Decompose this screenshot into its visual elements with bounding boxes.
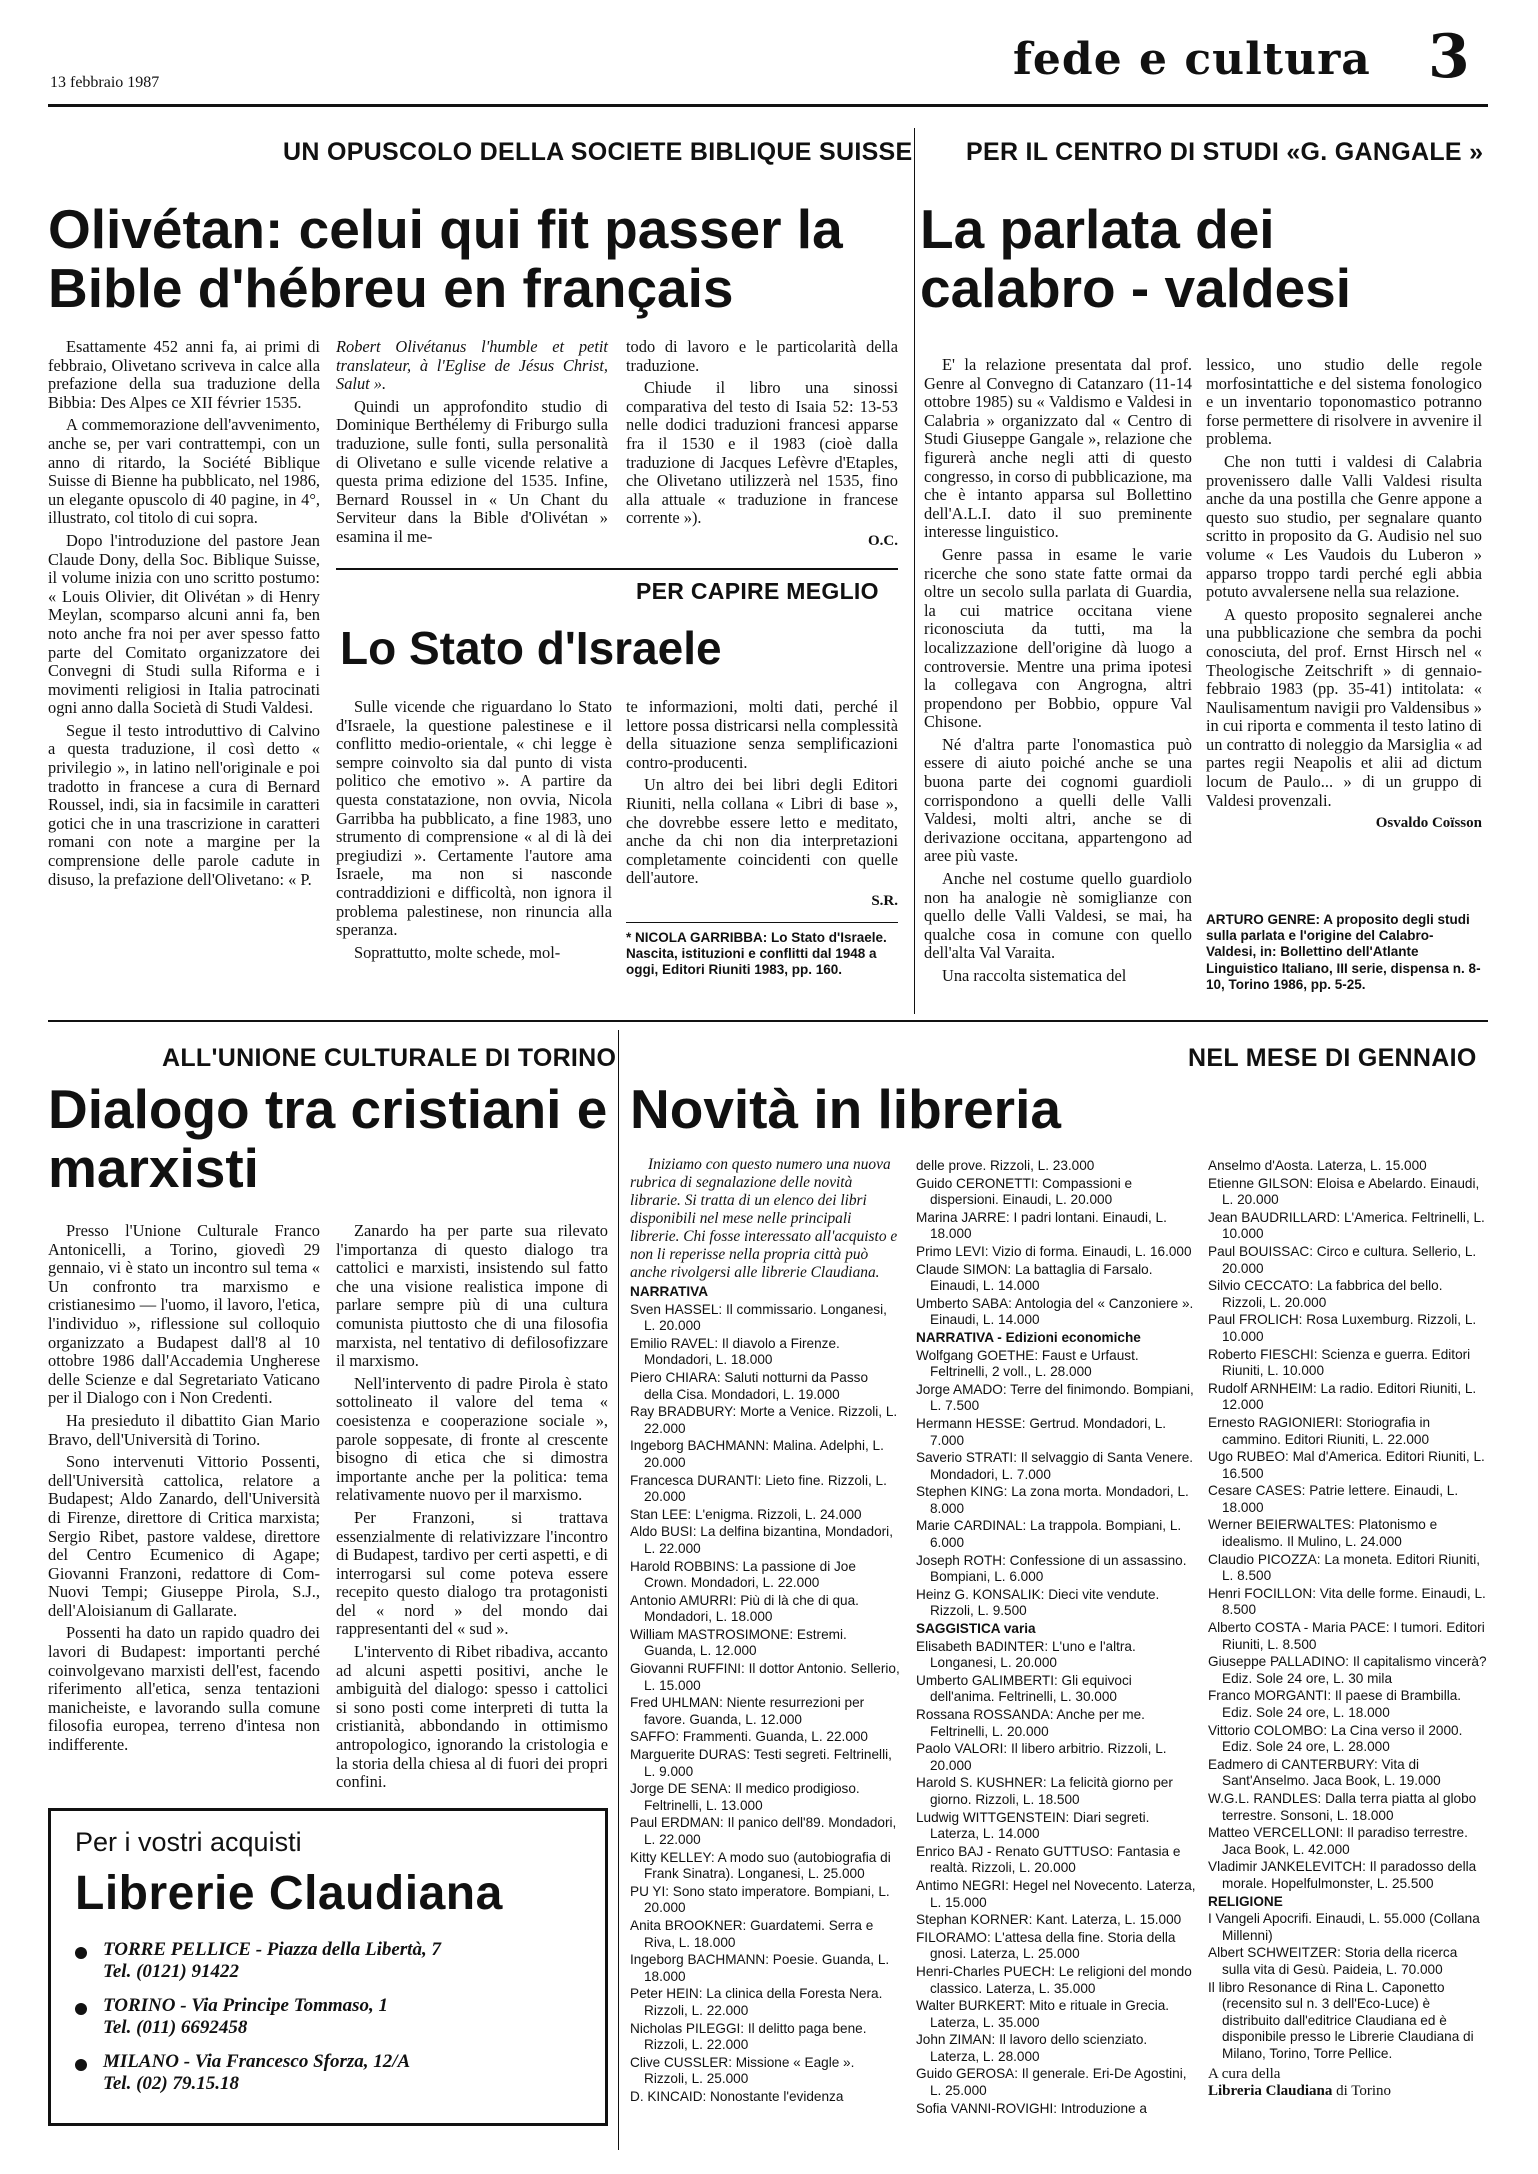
- israele-kicker: PER CAPIRE MEGLIO: [636, 578, 879, 604]
- bullet-icon: [75, 1947, 87, 1959]
- book-entry: Anselmo d'Aosta. Laterza, L. 15.000: [1208, 1158, 1427, 1173]
- ad-store: [75, 1995, 581, 2039]
- paragraph: Dopo l'introduzione del pastore Jean Claude Dony, della Soc. Biblique Suisse, il volume inizia con uno scritto postumo: « Louis Olivier, dit Olivétan » di Henry Meylan, scomparso alcuni anni fa, ben noto anche fra noi per aver spesso fatto parte del Comitato organizzatore dei Convegni di Studi sulla Riforma e i movimenti religiosi in Italia patrocinati ogni anno dalla Società di Studi Valdesi.: [48, 530, 320, 718]
- credit-suffix: di Torino: [1336, 2083, 1392, 2100]
- book-entry: Marina JARRE: I padri lontani. Einaudi, L. 18.000: [916, 1209, 1167, 1242]
- book-entry: Ray BRADBURY: Morte a Venice. Rizzoli, L. 22.000: [630, 1404, 898, 1436]
- book-entry: I Vangeli Apocrifi. Einaudi, L. 55.000 (Collana Millenni): [1208, 1911, 1480, 1943]
- israele-title: Lo Stato d'Israele: [340, 622, 722, 674]
- dialogo-title: Dialogo tra cristiani e marxisti: [48, 1078, 608, 1200]
- book-entry: Primo LEVI: Vizio di forma. Einaudi, L. 16.000: [916, 1243, 1192, 1259]
- book-entry: Walter BURKERT: Mito e rituale in Grecia. Laterza, L. 35.000: [916, 1998, 1170, 2030]
- masthead-rule: [48, 104, 1488, 107]
- book-entry: Peter HEIN: La clinica della Foresta Nera. Rizzoli, L. 22.000: [630, 1986, 883, 2018]
- bullet-icon: [75, 2003, 87, 2015]
- paragraph: Robert Olivétanus l'humble et petit translateur, à l'Eglise de Jésus Christ, Salut ».: [336, 337, 608, 394]
- book-entry: Marie CARDINAL: La trappola. Bompiani, L. 6.000: [916, 1518, 1182, 1551]
- book-entry: Umberto GALIMBERTI: Gli equivoci dell'anima. Feltrinelli, L. 30.000: [916, 1672, 1132, 1705]
- israele-top-rule: [336, 568, 898, 570]
- book-entry: Albert SCHWEITZER: Storia della ricerca sulla vita di Gesù. Paideia, L. 70.000: [1208, 1945, 1458, 1977]
- book-entry: Eadmero di CANTERBURY: Vita di Sant'Anselmo. Jaca Book, L. 19.000: [1208, 1756, 1441, 1789]
- paragraph: Anche nel costume quello guardiolo non ha analogie nè somiglianze con quello delle Valli Valdesi, se mai, ha qualche cosa in comune con quello dell'alta Val Varaita.: [924, 869, 1192, 963]
- paragraph: Una raccolta sistematica del: [942, 966, 1127, 985]
- paragraph: Presso l'Unione Culturale Franco Antonicelli, a Torino, giovedì 29 gennaio, vi è stato un incontro sul tema « Un confronto tra marxismo e cristianesimo — l'uomo, il lavoro, l'etica, l'individuo », riflessione sul colloquio organizzato a Budapest dall'8 al 10 ottobre 1986 dall'Accademia Ungherese delle Scienze e dal Segretariato Vaticano per il Dialogo con i Non Credenti.: [48, 1221, 320, 1408]
- olivetan-col-2: [336, 338, 608, 551]
- book-entry: Sven HASSEL: Il commissario. Longanesi, L. 20.000: [630, 1301, 887, 1334]
- ad-store: [75, 1939, 581, 1983]
- paragraph: Nell'intervento di padre Pirola è stato sottolineato il valore del tema « coesistenza e cooperazione sociale », parole soppesate, di fronte al crescente bisogno di etica che si dimostra importante anche per la politica: tema relativamente nuovo per il marxismo.: [336, 1373, 608, 1505]
- israele-footnote: * NICOLA GARRIBBA: Lo Stato d'Israele. Nascita, istituzioni e conflitti dal 1948 a oggi, Editori Riuniti 1983, pp. 160.: [626, 930, 887, 978]
- calabro-signature: Osvaldo Coïsson: [1375, 815, 1482, 832]
- book-entry: Rudolf ARNHEIM: La radio. Editori Riuniti, L. 12.000: [1208, 1380, 1477, 1413]
- book-list: [630, 1284, 900, 2106]
- book-entry: Nicholas PILEGGI: Il delitto paga bene. Rizzoli, L. 22.000: [630, 2020, 867, 2053]
- book-entry: Claudio PICOZZA: La moneta. Editori Riuniti, L. 8.500: [1208, 1551, 1480, 1584]
- store-phone: Tel. (02) 79.15.18: [103, 2073, 239, 2094]
- paragraph: A questo proposito segnalerei anche una pubblicazione che sembra da pochi conosciuta, del prof. Ernst Hirsch nel « Theologische Zeitschrift » di gennaio-febbraio 1983 (pp. 35-41) intitolata: « Naulisamentum navigii pro Valdensibus » in cui riporta e commenta il testo latino di un contratto di noleggio da Marsiglia « ad partes regii Neapolis et alii ad dictum locum de Paulo... » di un gruppo di Valdesi provenzali.: [1206, 604, 1482, 810]
- paragraph: Chiude il libro una sinossi comparativa del testo di Isaia 52: 13-53 nelle dodici traduzioni francesi apparse fra il 1530 e il 1983 (cioè dalla traduzione di Jacques Lefèvre d'Etaples, che Olivetano utilizzerà nel 1535, fino alla attuale « traduzione in francese corrente »).: [626, 378, 898, 528]
- book-entry: Vittorio COLOMBO: La Cina verso il 2000. Ediz. Sole 24 ore, L. 28.000: [1208, 1722, 1463, 1755]
- book-entry: Antimo NEGRI: Hegel nel Novecento. Laterza, L. 15.000: [916, 1877, 1196, 1910]
- paragraph: Quindi un approfondito studio di Dominique Berthélemy di Friburgo sulla traduzione, sulle fonti, sulla personalità di Olivetano e sulle vicende relative a questa prima edizione del 1535. Infine, Bernard Roussel in « Un Chant du Serviteur dans la Bible d'Olivétan » esamina il me-: [336, 396, 608, 546]
- book-entry: Aldo BUSI: La delfina bizantina, Mondadori, L. 22.000: [630, 1524, 893, 1556]
- book-entry: Ernesto RAGIONIERI: Storiografia in cammino. Editori Riuniti, L. 22.000: [1208, 1414, 1431, 1447]
- book-entry: Rossana ROSSANDA: Anche per me. Feltrinelli, L. 20.000: [916, 1707, 1145, 1739]
- bullet-icon: [75, 2059, 87, 2071]
- paragraph: te informazioni, molti dati, perché il lettore possa districarsi nella complessità della situazione senza semplificazioni contro-producenti.: [626, 697, 898, 772]
- dialogo-col-1: [48, 1222, 320, 1759]
- book-entry: Stan LEE: L'enigma. Rizzoli, L. 24.000: [630, 1506, 862, 1522]
- store-phone: Tel. (0121) 91422: [103, 1961, 239, 1982]
- calabro-kicker: PER IL CENTRO DI STUDI «G. GANGALE »: [966, 138, 1484, 166]
- book-entry: Werner BEIERWALTES: Platonismo e idealismo. Il Mulino, L. 24.000: [1208, 1517, 1438, 1550]
- book-entry: Jorge AMADO: Terre del finimondo. Bompiani, L. 7.500: [916, 1381, 1194, 1414]
- credit-name: Libreria Claudiana: [1208, 2083, 1333, 2100]
- book-entry: Giovanni RUFFINI: Il dottor Antonio. Sellerio, L. 15.000: [630, 1661, 900, 1693]
- book-list: [1208, 1158, 1488, 2062]
- book-entry: Silvio CECCATO: La fabbrica del bello. Rizzoli, L. 20.000: [1208, 1278, 1443, 1310]
- paragraph: Un altro dei bei libri degli Editori Riuniti, nella collana « Libri di base », che dovrebbe essere letto e meditato, anche da chi non dia interpretazioni completamente coincidenti con quelle dell'autore.: [626, 775, 898, 888]
- book-entry: John ZIMAN: Il lavoro dello scienziato. Laterza, L. 28.000: [916, 2032, 1148, 2064]
- ad-tagline: Per i vostri acquisti: [75, 1827, 302, 1857]
- olivetan-kicker: UN OPUSCOLO DELLA SOCIETE BIBLIQUE SUISSE: [283, 138, 913, 166]
- paragraph: Sulle vicende che riguardano lo Stato d'Israele, la questione palestinese e il conflitto medio-orientale, « chi legge è sempre coinvolto sia dal punto di vista politico che emotivo ». A partire da questa constatazione, non ovvia, Nicola Garribba ha pubblicato, a fine 1983, uno strumento di comprensione « al di là dei pregiudizi ». Certamente l'autore ama Israele, ma non si nasconde contraddizioni e difficoltà, non ignora il problema palestinese, non rinuncia alla speranza.: [336, 697, 612, 940]
- book-entry: Paul BOUISSAC: Circo e cultura. Sellerio, L. 20.000: [1208, 1243, 1477, 1276]
- book-entry: Ludwig WITTGENSTEIN: Diari segreti. Laterza, L. 14.000: [916, 1809, 1150, 1842]
- book-entry: Antonio AMURRI: Più di là che di qua. Mondadori, L. 18.000: [630, 1592, 859, 1625]
- israele-col-2: [626, 698, 898, 911]
- book-entry: Saverio STRATI: Il selvaggio di Santa Venere. Mondadori, L. 7.000: [916, 1450, 1194, 1482]
- paragraph: Esattamente 452 anni fa, ai primi di febbraio, Olivetano scriveva in calce alla prefazione della sua traduzione della Bibbia: Des Alpes ce XII février 1535.: [48, 337, 320, 412]
- book-entry: Francesca DURANTI: Lieto fine. Rizzoli, L. 20.000: [630, 1472, 887, 1505]
- book-entry: delle prove. Rizzoli, L. 23.000: [916, 1158, 1095, 1173]
- book-entry: Stephen KING: La zona morta. Mondadori, L. 8.000: [916, 1484, 1189, 1516]
- book-entry: Matteo VERCELLONI: Il paradiso terrestre. Jaca Book, L. 42.000: [1208, 1825, 1468, 1857]
- paragraph: Per Franzoni, si trattava essenzialmente di relativizzare l'incontro di Budapest, tardivo per certi aspetti, e di interrogarsi sul come poteva essere recepito questo dialogo tra protagonisti del « nord » del mondo dai rappresentanti del « sud ».: [336, 1507, 608, 1639]
- column-divider: [618, 1030, 619, 2150]
- book-entry: Hermann HESSE: Gertrud. Mondadori, L. 7.000: [916, 1415, 1167, 1448]
- calabro-col-2: [1206, 356, 1482, 833]
- book-entry: Fred UHLMAN: Niente resurrezioni per favore. Guanda, L. 12.000: [630, 1695, 865, 1727]
- list-section-heading: NARRATIVA - Edizioni economiche: [916, 1329, 1141, 1345]
- ad-brand: Librerie Claudiana: [75, 1867, 503, 1920]
- book-entry: Alberto COSTA - Maria PACE: I tumori. Editori Riuniti, L. 8.500: [1208, 1620, 1485, 1652]
- book-entry: Ingeborg BACHMANN: Malina. Adelphi, L. 20.000: [630, 1438, 884, 1470]
- book-entry: Henri-Charles PUECH: Le religioni del mondo classico. Laterza, L. 35.000: [916, 1963, 1192, 1996]
- book-entry: Wolfgang GOETHE: Faust e Urfaust. Feltrinelli, 2 voll., L. 28.000: [916, 1347, 1139, 1380]
- novita-kicker: NEL MESE DI GENNAIO: [1188, 1044, 1477, 1072]
- book-entry: Etienne GILSON: Eloisa e Abelardo. Einaudi, L. 20.000: [1208, 1175, 1480, 1208]
- paragraph: Zanardo ha per parte sua rilevato l'importanza di questo dialogo tra cattolici e marxisti, insistendo sul fatto che una visione realistica impone di parlare sempre più di una cultura comunista piuttosto che di una filosofia marxista, nel tentativo di defilosofizzare il marxismo.: [336, 1221, 608, 1371]
- calabro-col-1: [924, 356, 1192, 990]
- book-entry: Harold S. KUSHNER: La felicità giorno per giorno. Rizzoli, L. 18.500: [916, 1775, 1173, 1807]
- book-entry: Giuseppe PALLADINO: Il capitalismo vincerà? Ediz. Sole 24 ore, L. 30 mila: [1208, 1654, 1487, 1686]
- novita-list-1: [630, 1156, 900, 2107]
- paragraph: Genre passa in esame le varie ricerche che sono state fatte ormai da oltre un secolo sulla parlata di Guardia, la cui matrice occitana viene riconosciuta da tutti, ma la localizzazione dell'origine dà luogo a controversie. Mentre una prima ipotesi la collegava con Angrogna, altri propendono per Bobbio, oppure Val Chisone.: [924, 544, 1192, 732]
- book-entry: Vladimir JANKELEVITCH: Il paradosso della morale. Hopelfulmonster, L. 25.500: [1208, 1859, 1477, 1891]
- paragraph: Che non tutti i valdesi di Calabria provenissero dalle Valli Valdesi risulta anche da una postilla che Genre appone a questo suo studio, per segnalare quanto scritto in proposito da G. Audisio nel suo volume « Les Vaudois du Luberon » apparso troppo tardi perché egli abbia potuto avvalersene nella sua relazione.: [1206, 451, 1482, 602]
- list-section-heading: SAGGISTICA varia: [916, 1621, 1036, 1637]
- book-entry: Heinz G. KONSALIK: Dieci vite vendute. Rizzoli, L. 9.500: [916, 1586, 1160, 1619]
- book-entry: Ingeborg BACHMANN: Poesie. Guanda, L. 18.000: [630, 1952, 890, 1984]
- paragraph: L'intervento di Ribet ribadiva, accanto ad alcuni aspetti positivi, anche le ambiguità del dialogo: spesso i cattolici si sono posti come interpreti di tutta la cristianità, abbondando in ottimismo antropologico, ignorando la cristologia e la storia della chiesa al di fuori dei propri confini.: [336, 1642, 608, 1792]
- book-entry: Marguerite DURAS: Testi segreti. Feltrinelli, L. 9.000: [630, 1747, 892, 1779]
- novita-credit: [1208, 2066, 1488, 2099]
- page-number: 3: [1428, 22, 1470, 92]
- book-entry: Sofia VANNI-ROVIGHI: Introduzione a: [916, 2100, 1147, 2116]
- israele-note-rule: [626, 922, 898, 923]
- book-entry: Paul ERDMAN: Il panico dell'89. Mondadori, L. 22.000: [630, 1815, 897, 1847]
- book-entry: Paolo VALORI: Il libero arbitrio. Rizzoli, L. 20.000: [916, 1741, 1167, 1773]
- book-entry: Elisabeth BADINTER: L'uno e l'altra. Longanesi, L. 20.000: [916, 1638, 1136, 1671]
- column-divider: [914, 128, 915, 1014]
- book-entry: Franco MORGANTI: Il paese di Brambilla. Ediz. Sole 24 ore, L. 18.000: [1208, 1688, 1462, 1720]
- book-entry: Anita BROOKNER: Guardatemi. Serra e Riva, L. 18.000: [630, 1917, 874, 1950]
- dialogo-kicker: ALL'UNIONE CULTURALE DI TORINO: [162, 1044, 617, 1072]
- paragraph: Sono intervenuti Vittorio Possenti, dell'Università cattolica, relatore a Budapest; Aldo Zanardo, dell'Università di Firenze, direttore di Critica marxista; Sergio Ribet, pastore valdese, direttore del Centro Ecumenico di Agape; Giovanni Franzoni, redattore di Com-Nuovi Tempi; Giuseppe Pirola, S.J., dell'Aloisianum di Gallarate.: [48, 1452, 320, 1620]
- book-entry: Piero CHIARA: Saluti notturni da Passo della Cisa. Mondadori, L. 19.000: [630, 1369, 869, 1402]
- book-list: [916, 1158, 1196, 2117]
- paragraph: Soprattutto, molte schede, mol-: [354, 942, 561, 962]
- credit-prefix: A cura della: [1208, 2066, 1281, 2083]
- book-entry: W.G.L. RANDLES: Dalla terra piatta al globo terrestre. Sonsoni, L. 18.000: [1208, 1790, 1477, 1823]
- paragraph: Ha presieduto il dibattito Gian Mario Bravo, dell'Università di Torino.: [48, 1410, 320, 1449]
- novita-intro: Iniziamo con questo numero una nuova rubrica di segnalazione delle novità librarie. Si tratta di un elenco dei libri disponibili nel mese nelle principali librerie. Chi fosse interessato all'acquisto e non li reperisse nella propria città può anche rivolgersi alle librerie Claudiana.: [630, 1156, 898, 1281]
- book-entry: Harold ROBBINS: La passione di Joe Crown. Mondadori, L. 22.000: [630, 1558, 856, 1591]
- book-entry: SAFFO: Frammenti. Guanda, L. 22.000: [630, 1729, 868, 1745]
- paragraph: Né d'altra parte l'onomastica può essere di aiuto poiché anche se una buona parte dei cognomi guardioli corrispondono a quelli delle Valli Valdesi, molti altri, anche se di derivazione occitana, appartengono ad aree più vaste.: [924, 734, 1192, 866]
- novita-title: Novità in libreria: [630, 1078, 1061, 1140]
- book-entry: Guido GEROSA: Il generale. Eri-De Agostini, L. 25.000: [916, 2066, 1187, 2099]
- novita-list-2: [916, 1158, 1196, 2118]
- book-entry: Guido CERONETTI: Compassioni e dispersioni. Einaudi, L. 20.000: [916, 1175, 1133, 1208]
- book-entry: PU YI: Sono stato imperatore. Bompiani, L. 20.000: [630, 1883, 890, 1916]
- section-rule: [48, 1020, 1488, 1022]
- book-entry: Henri FOCILLON: Vita delle forme. Einaudi, L. 8.500: [1208, 1585, 1486, 1618]
- book-entry: Joseph ROTH: Confessione di un assassino. Bompiani, L. 6.000: [916, 1552, 1187, 1585]
- book-entry: Paul FROLICH: Rosa Luxemburg. Rizzoli, L. 10.000: [1208, 1312, 1477, 1344]
- book-entry: Enrico BAJ - Renato GUTTUSO: Fantasia e realtà. Rizzoli, L. 20.000: [916, 1843, 1181, 1876]
- claudiana-ad: [48, 1808, 608, 2126]
- book-entry: Emilio RAVEL: Il diavolo a Firenze. Mondadori, L. 18.000: [630, 1335, 840, 1368]
- olivetan-title: Olivétan: celui qui fit passer la Bible d'hébreu en français: [48, 198, 843, 320]
- ad-store: [75, 2051, 581, 2095]
- section-title: fede e cultura: [1013, 34, 1371, 85]
- list-section-heading: RELIGIONE: [1208, 1893, 1283, 1909]
- paragraph: lessico, uno studio delle regole morfosintattiche e del sistema fonologico e un inventario toponomastico potranno forse permettere di risolvere in avvenire il problema.: [1206, 355, 1482, 449]
- paragraph: Segue il testo introduttivo di Calvino a questa traduzione, il così detto « privilegio », in latino nell'originale e poi tradotto in francese a cura di Bernard Roussel, indi, sia in facsimile in caratteri gotici che in una trascrizione in caratteri romani con note a margine per la comprensione delle parole cadute in disuso, la prefazione dell'Olivetano: « P.: [48, 720, 320, 889]
- book-entry: Jean BAUDRILLARD: L'America. Feltrinelli, L. 10.000: [1208, 1209, 1485, 1242]
- paragraph: Possenti ha dato un rapido quadro dei lavori di Budapest: importanti perché coinvolgevano marxisti dell'est, facendo riferimento all'etica, senza tentazioni manicheiste, e lavorando sulla comune filosofia europea, terreno d'intesa non indifferente.: [48, 1623, 320, 1755]
- book-entry: Umberto SABA: Antologia del « Canzoniere ». Einaudi, L. 14.000: [916, 1295, 1194, 1328]
- book-entry: D. KINCAID: Nonostante l'evidenza: [630, 2088, 844, 2104]
- book-entry: Clive CUSSLER: Missione « Eagle ». Rizzoli, L. 25.000: [630, 2054, 855, 2087]
- olivetan-signature: O.C.: [868, 532, 898, 549]
- paragraph: A commemorazione dell'avvenimento, anche se, per vari contrattempi, con un anno di ritardo, la Société Biblique Suisse di Bienne ha pubblicato, nel 1986, un elegante opuscolo di 40 pagine, in 4°, illustrato, col titolo di cui sopra.: [48, 415, 320, 528]
- book-entry: Ugo RUBEO: Mal d'America. Editori Riuniti, L. 16.500: [1208, 1449, 1485, 1481]
- masthead-date: 13 febbraio 1987: [50, 74, 160, 91]
- store-address: TORRE PELLICE - Piazza della Libertà, 7: [103, 1939, 441, 1960]
- novita-list-3: [1208, 1158, 1488, 2101]
- olivetan-col-3: [626, 338, 898, 551]
- list-section-heading: NARRATIVA: [630, 1284, 709, 1299]
- book-entry: William MASTROSIMONE: Estremi. Guanda, L. 12.000: [630, 1626, 847, 1659]
- book-entry: Cesare CASES: Patrie lettere. Einaudi, L. 18.000: [1208, 1483, 1459, 1515]
- book-entry: Il libro Resonance di Rina L. Caponetto (recensito sul n. 3 dell'Eco-Luce) è distribuito dall'editrice Claudiana ed è disponibile presso le Librerie Claudiana di Milano, Torino, Torre Pellice.: [1208, 1979, 1474, 2061]
- book-entry: Kitty KELLEY: A modo suo (autobiografia di Frank Sinatra). Longanesi, L. 25.000: [630, 1849, 891, 1882]
- store-address: TORINO - Via Principe Tommaso, 1: [103, 1995, 389, 2016]
- israele-signature: S.R.: [871, 892, 898, 909]
- book-entry: FILORAMO: L'attesa della fine. Storia della gnosi. Laterza, L. 25.000: [916, 1929, 1176, 1962]
- dialogo-col-2: [336, 1222, 608, 1796]
- paragraph: E' la relazione presentata dal prof. Genre al Convegno di Catanzaro (11-14 ottobre 1985) su « Valdismo e Valdesi in Calabria » organizzato dal « Centro di Studi Giuseppe Gangale », relazione che figurerà anche negli atti di questo congresso, in corso di pubblicazione, ma che è intanto apparsa sul Bollettino dell'A.L.I. dato il suo preminente interesse linguistico.: [924, 355, 1192, 542]
- calabro-title: La parlata dei calabro - valdesi: [920, 198, 1352, 320]
- book-entry: Roberto FIESCHI: Scienza e guerra. Editori Riuniti, L. 10.000: [1208, 1346, 1471, 1379]
- olivetan-col-1: [48, 338, 320, 893]
- book-entry: Claude SIMON: La battaglia di Farsalo. Einaudi, L. 14.000: [916, 1261, 1153, 1294]
- store-address: MILANO - Via Francesco Sforza, 12/A: [103, 2051, 411, 2072]
- israele-col-1: [336, 698, 612, 966]
- store-phone: Tel. (011) 6692458: [103, 2017, 248, 2038]
- paragraph: todo di lavoro e le particolarità della traduzione.: [626, 337, 898, 375]
- book-entry: Stephan KORNER: Kant. Laterza, L. 15.000: [916, 1912, 1182, 1928]
- book-entry: Jorge DE SENA: Il medico prodigioso. Feltrinelli, L. 13.000: [630, 1781, 860, 1813]
- calabro-footnote: ARTURO GENRE: A proposito degli studi sulla parlata e l'origine del Calabro-Valdesi, in: Bollettino dell'Atlante Linguistico Italiano, III serie, dispensa n. 8-10, Torino 1986, pp. 5-25.: [1206, 912, 1481, 992]
